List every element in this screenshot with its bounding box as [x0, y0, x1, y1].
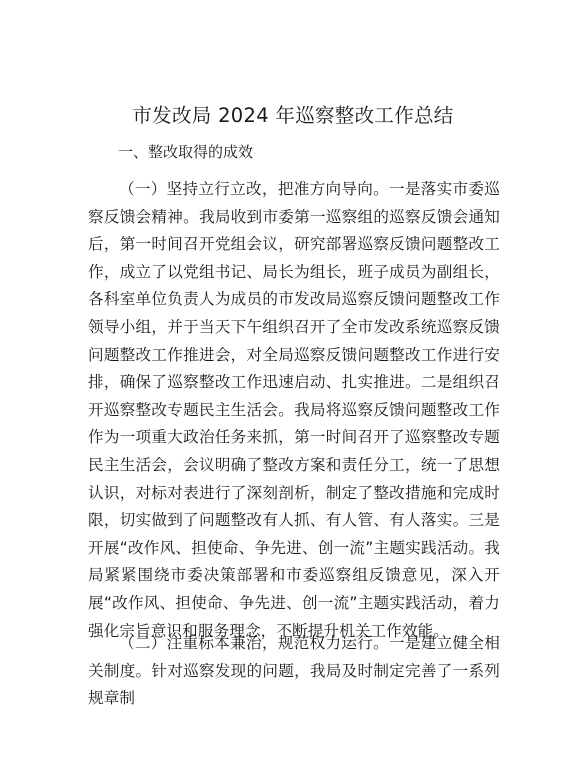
document-title: 市发改局 2024 年巡察整改工作总结: [132, 104, 454, 127]
paragraph-1: （一）坚持立行立改，把准方向导向。一是落实市委巡察反馈会精神。我局收到市委第一巡察组的巡察反馈会通知后，第一时间召开党组会议，研究部署巡察反馈问题整改工作，成立了以党组书记、局长为组长，班子成员为副组长，各科室单位负责人为成员的市发改局巡察反馈问题整改工作领导小组，并于当天下午组织召开了全市发改系统巡察反馈问题整改工作推进会，对全局巡察反馈问题整改工作进行安排，确保了巡察整改工作迅速启动、扎实推进。二是组织召开巡察整改专题民主生活会。我局将巡察反馈问题整改工作作为一项重大政治任务来抓，第一时间召开了巡察整改专题民主生活会，会议明确了整改方案和责任分工，统一了思想认识，对标对表进行了深刻剖析，制定了整改措施和完成时限，切实做到了问题整改有人抓、有人管、有人落实。三是开展“改作风、担使命、争先进、创一流”主题实践活动。我局紧紧围绕市委决策部署和市委巡察组反馈意见，深入开展“改作风、担使命、争先进、创一流”主题实践活动，着力强化宗旨意识和服务理念，不断提升机关工作效能。: [88, 180, 500, 640]
section-heading: 一、整改取得的成效: [118, 143, 254, 161]
paragraph-2: （二）注重标本兼治，规范权力运行。一是建立健全相关制度。针对巡察发现的问题，我局及时制定完善了一系列规章制: [88, 634, 500, 708]
